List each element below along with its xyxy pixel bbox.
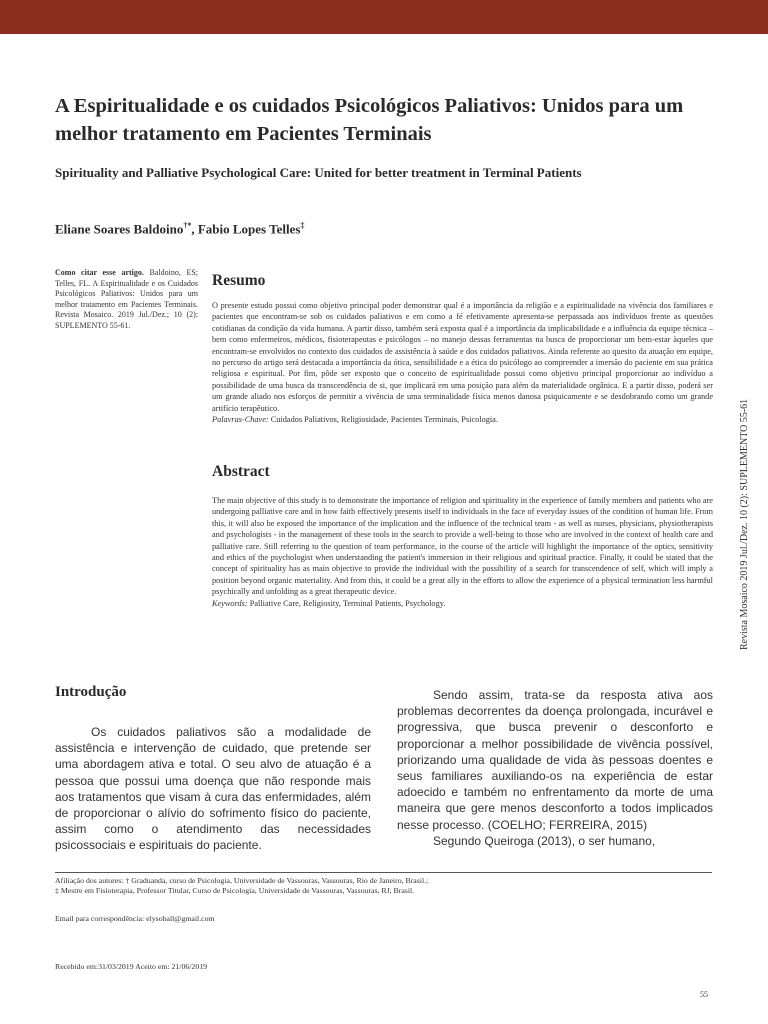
resumo-body: O presente estudo possui como objetivo principal poder demonstrar qual é a importância da religião e a espiritualidade na vivência dos familiares e pacientes que encontram-se sob os cuidados paliativos e em como a fé efetivamente apresenta-se perpassada aos indivíduos frente as questões cotidianas da condição da vida humana. A partir disso, também será exposta qual é a importância da implicabilidade e a influência da equipe técnica – bem como enfermeiros, médicos, fisioterapeutas e psicólogos – no manejo dessas ferramentas na busca de proporcionar um bem-estar àqueles que encontram-se envolvidos no contexto dos cuidados de assistência à saúde e dos cuidados paliativos. Ainda referente ao quesito da atuação em equipe, no percurso do artigo será destacada a importância da ótica, sensibilidade e a ética do psicólogo ao compreender a imersão do paciente em sua prática religiosa e espiritual. Por fim, pôde ser exposto que o conceito de espiritualidade possui como objetivo principal proporcionar ao indivíduo a possibilidade de uma busca da transcendência de si, que implicará em uma posição para além da materialidade orgânica. E a partir disso, poderá ser um grande aliado nos esforços de permitir a vivência de uma terminalidade física menos danosa psiquicamente e se desdobrando como um grande artifício terapêutico. <box>212 301 713 413</box>
author-name: Eliane Soares Baldoino <box>55 221 184 237</box>
author-affiliation-marks: †* <box>183 221 192 230</box>
paragraph: Os cuidados paliativos são a modalidade de assistência e intervenção de cuidado, que pretende ser uma abordagem ativa e total. O seu alvo de atuação é a pessoa que possui uma doença que não responde mais aos tratamentos que visam à cura das enfermidades, além de proporcionar o alívio do sofrimento físico do paciente, assim como o atendimento das necessidades psicossociais e espirituais do paciente. <box>55 725 371 853</box>
introduction-column-right <box>397 687 713 849</box>
journal-side-label: Revista Mosaico 2019 Jul./Dez. 10 (2): SUPLEMENTO 55-61 <box>739 398 750 650</box>
resumo-keywords <box>212 414 713 425</box>
affiliation-footnote: ‡ Mestre em Fisioterapia, Professor Titular, Curso de Psicologia, Universidade de Vassouras, Vassouras, RJ, Brasil. <box>55 886 415 895</box>
article-title: A Espiritualidade e os cuidados Psicológicos Paliativos: Unidos para um melhor tratamento em Pacientes Terminais <box>55 95 684 145</box>
keywords-label: Palavras-Chave: <box>212 415 269 425</box>
citation-label: Como citar esse artigo. <box>55 268 144 277</box>
resumo-heading: Resumo <box>212 272 266 289</box>
keywords-text: Cuidados Paliativos, Religiosidade, Pacientes Terminais, Psicologia. <box>268 415 498 425</box>
paragraph: Sendo assim, trata-se da resposta ativa aos problemas decorrentes da doença prolongada, incurável e progressiva, que busca prevenir o desconforto e proporcionar a melhor possibilidade de vivência possível, priorizando uma qualidade de vida às pessoas doentes e seus familiares auxiliando-os na experiência de estar adoecido e também no enfrentamento da morte de uma maneira que gere menos desconforto a todos implicados nesse processo. (COELHO; FERREIRA, 2015) <box>397 688 713 832</box>
received-accepted-dates: Recebido em:31/03/2019 Aceito em: 21/06/2019 <box>55 962 208 971</box>
footnote-divider <box>55 872 712 873</box>
paragraph: Segundo Queiroga (2013), o ser humano, <box>433 833 656 848</box>
abstract-section <box>212 495 713 609</box>
citation-text: Baldoino, ES; Telles, FL. A Espiritualidade e os Cuidados Psicológicos Paliativos: Unidos para um melhor tratamento em Pacientes Terminais. Revista Mosaico. 2019 Jul./Dez.; 10 (2): SUPLEMENTO 55-61. <box>55 268 198 330</box>
authors-line <box>55 221 304 237</box>
citation-box <box>55 268 198 332</box>
resumo-section <box>212 300 713 425</box>
author-separator: , <box>191 221 198 237</box>
keywords-text: Palliative Care, Religiosity, Terminal Patients, Psychology. <box>247 598 446 608</box>
abstract-heading: Abstract <box>212 463 270 480</box>
header-band <box>0 0 768 34</box>
abstract-body: The main objective of this study is to demonstrate the importance of religion and spirituality in the experience of family members and patients who are undergoing palliative care and in how faith effectively presents itself to individuals in the face of everyday issues of the condition of human life. From this, it will also be exposed the importance of the implication and the influence of the technical team - as well as nurses, physicians, physiotherapists and psychologists - in the management of these tools in the search to provide a well-being to those who are involved in the context of health care and palliative care. Still referring to the question of team performance, in the course of the article will highlight the importance of the optics, sensitivity and ethics of the psychologist when understanding the patient's immersion in their religious and spiritual practice. Finally, it could be stated that the concept of spirituality has as main objective to provide the individual with the possibility of a search for transcendence of self, which will imply a position beyond organic materiality. And from this, it could be a great ally in the efforts to allow the experience of a physical termination less harmful psychically and unfolding as a great therapeutic device. <box>212 496 713 597</box>
correspondence-email: Email para correspondência: elysoball@gmail.com <box>55 914 215 923</box>
author-affiliation-marks: ‡ <box>300 221 305 230</box>
abstract-keywords <box>212 598 713 609</box>
page-number: 55 <box>700 990 708 999</box>
keywords-label: Keywords: <box>212 598 248 608</box>
author-name: Fabio Lopes Telles <box>197 221 301 237</box>
article-subtitle: Spirituality and Palliative Psychological Care: United for better treatment in Terminal Patients <box>55 165 582 180</box>
introduction-heading: Introdução <box>55 684 127 700</box>
introduction-column-left <box>55 724 371 854</box>
affiliation-footnote: Afiliação dos autores: † Graduanda, curso de Psicologia, Universidade de Vassouras, Vassouras, Rio de Janeiro, Brasil.; <box>55 876 429 885</box>
